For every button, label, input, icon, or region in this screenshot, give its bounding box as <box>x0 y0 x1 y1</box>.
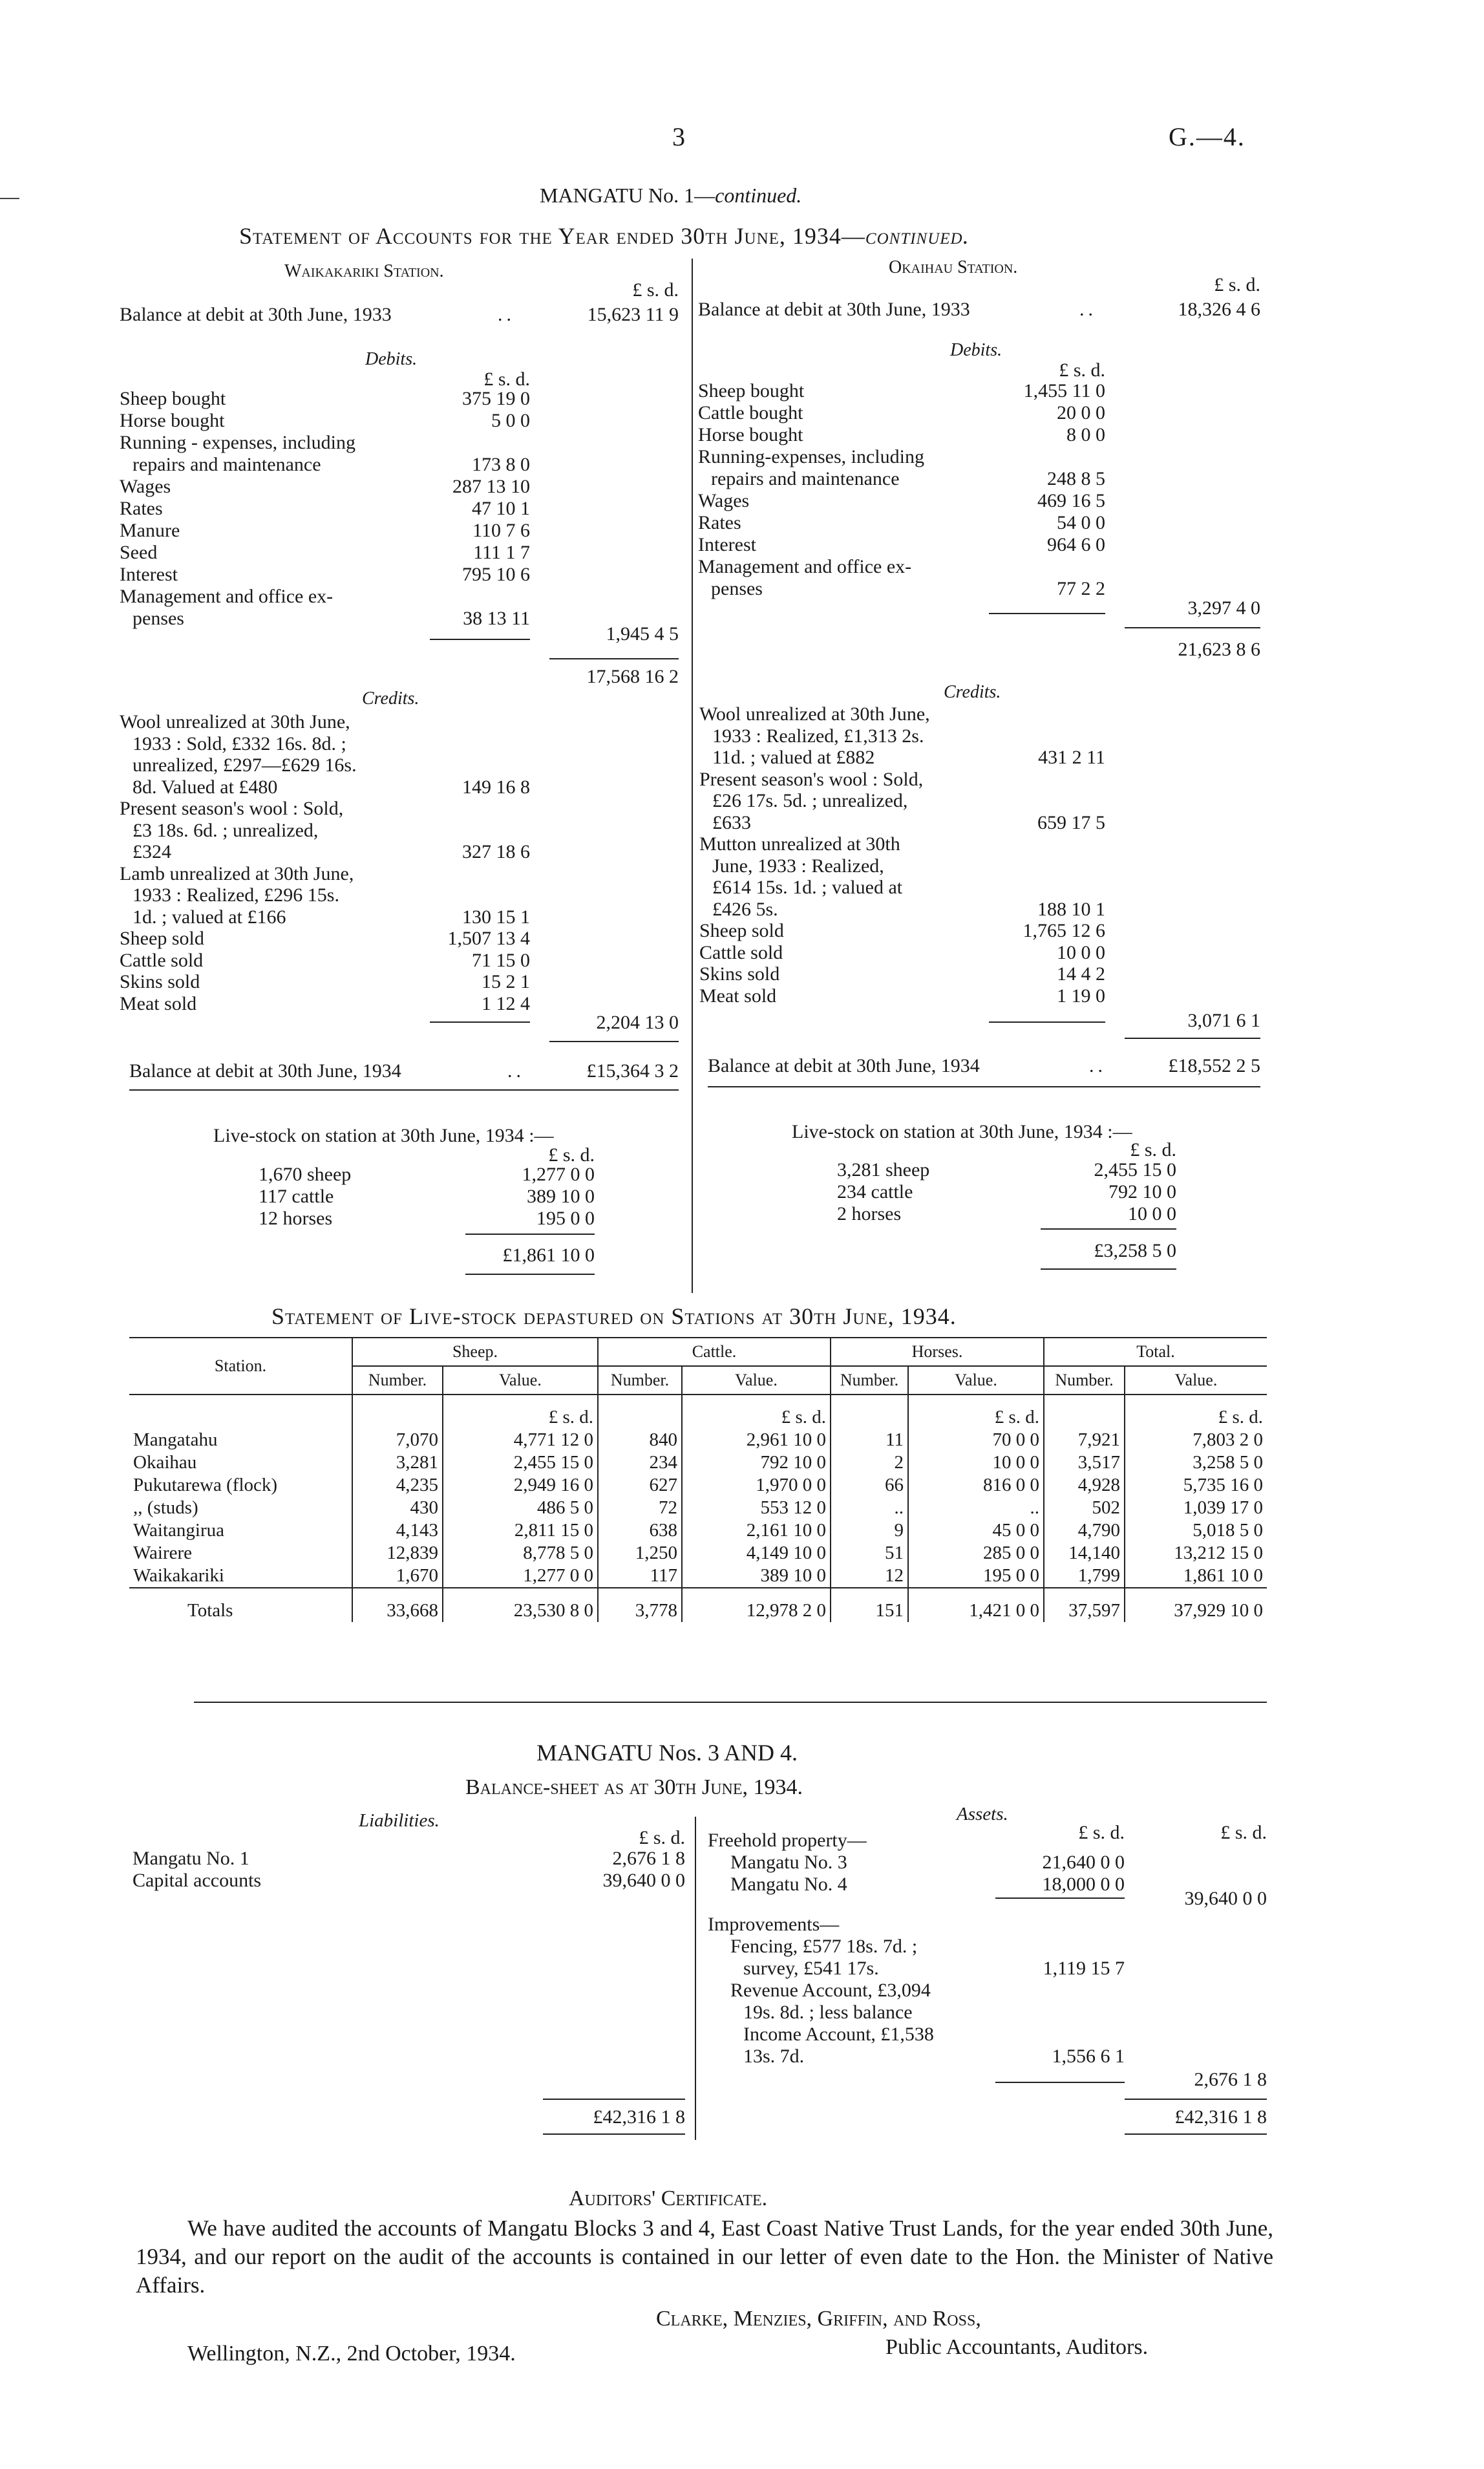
cell-cv: 4,149 10 0 <box>682 1542 831 1565</box>
waikakariki-debit-label: Running - expenses, including <box>120 432 355 453</box>
asset-label: Mangatu No. 4 <box>730 1874 847 1895</box>
okaihau-debit-label: Interest <box>698 534 756 555</box>
place-date: Wellington, N.Z., 2nd October, 1934. <box>187 2342 516 2366</box>
okaihau-credit-value: 10 0 0 <box>1057 941 1105 963</box>
rule <box>129 1089 679 1091</box>
auditors-body: We have audited the accounts of Mangatu Blocks 3 and 4, East Coast Native Trust Lands, for the year ended 30th June, 1934, and our report on the audit of the accounts is contained in our letter of even date to the Hon. the Minister of Native Affairs. <box>136 2216 1273 2298</box>
okaihau-debit-label: Wages <box>698 490 750 511</box>
waikakariki-livestock-label: 1,670 sheep <box>259 1164 352 1185</box>
okaihau-credits-title: Credits. <box>944 682 1001 702</box>
liability-value: 2,676 1 8 <box>612 1848 685 1869</box>
waikakariki-opening-label: Balance at debit at 30th June, 1933 <box>120 304 392 325</box>
cell-cn: 234 <box>598 1451 682 1474</box>
cell-sv: 4,771 12 0 <box>443 1429 598 1451</box>
rule <box>1041 1228 1176 1230</box>
waikakariki-debit-label: Sheep bought <box>120 388 226 409</box>
waikakariki-livestock-total: £1,861 10 0 <box>502 1245 595 1266</box>
cell-hv: 10 0 0 <box>908 1451 1044 1474</box>
okaihau-credit-value: 1 19 0 <box>1057 985 1105 1007</box>
waikakariki-debit-value: 47 10 1 <box>472 498 530 519</box>
cell-hv: 816 0 0 <box>908 1474 1044 1497</box>
totals-row <box>129 1588 1267 1622</box>
cell-station: Wairere <box>133 1543 193 1563</box>
cell-tn: 502 <box>1044 1497 1125 1519</box>
waikakariki-debit-value: 5 0 0 <box>491 410 530 431</box>
cell-hv: .. <box>908 1497 1044 1519</box>
okaihau-livestock-title: Live-stock on station at 30th June, 1934 :— <box>792 1121 1132 1142</box>
cell-station: Pukutarewa (flock) <box>133 1475 278 1495</box>
cell-hn: 12 <box>831 1565 908 1588</box>
waikakariki-credit-value: 1 12 4 <box>482 992 530 1014</box>
cell-hn: .. <box>831 1497 908 1519</box>
cell-hn: 151 <box>831 1588 908 1622</box>
improvement-value: 1,119 15 7 <box>1043 1958 1125 1979</box>
okaihau-debit-label: Horse bought <box>698 424 803 445</box>
cell-station: Waikakariki <box>133 1565 224 1586</box>
col-cattle-number: Number. <box>598 1366 682 1395</box>
table-row <box>129 1451 1267 1474</box>
waikakariki-credit-value: 15 2 1 <box>482 971 530 992</box>
cell-tn: 37,597 <box>1044 1588 1125 1622</box>
cell-cv: 12,978 2 0 <box>682 1588 831 1622</box>
waikakariki-debit-value: 38 13 11 <box>463 608 530 629</box>
col-cattle: Cattle. <box>598 1338 831 1366</box>
okaihau-debit-value: 54 0 0 <box>1057 512 1105 533</box>
waikakariki-debits-title: Debits. <box>365 349 418 369</box>
cell-tv: 1,039 17 0 <box>1125 1497 1267 1519</box>
asset-label: Mangatu No. 3 <box>730 1852 847 1873</box>
okaihau-credit-label: Sheep sold <box>699 920 784 941</box>
statement-title-main: Statement of Accounts for the Year ended 30th June, 1934— <box>239 223 865 249</box>
rule <box>549 658 679 659</box>
okaihau-opening-value: 18,326 4 6 <box>1178 299 1260 320</box>
mangatu34-subtitle: Balance-sheet as at 30th June, 1934. <box>465 1775 803 1799</box>
okaihau-livestock-total: £3,258 5 0 <box>1094 1240 1176 1261</box>
waikakariki-opening-value: 15,623 11 9 <box>587 304 679 325</box>
table-row <box>129 1542 1267 1565</box>
okaihau-credit-label: Skins sold <box>699 963 780 985</box>
livestock-table <box>129 1338 1267 1622</box>
waikakariki-debit-label: Management and office ex- <box>120 586 334 607</box>
waikakariki-debit-value: 173 8 0 <box>472 454 530 475</box>
cell-cv: 2,961 10 0 <box>682 1429 831 1451</box>
okaihau-livestock-value: 10 0 0 <box>1128 1203 1176 1224</box>
rule <box>1125 1038 1260 1039</box>
livestock-statement-title: Statement of Live-stock depastured on Stations at 30th June, 1934. <box>271 1303 957 1329</box>
waikakariki-credit-label: 1d. ; valued at £166 <box>132 906 286 928</box>
waikakariki-debit-label: Manure <box>120 520 180 541</box>
waikakariki-credit-value: 71 15 0 <box>472 949 530 971</box>
okaihau-credits-total: 3,071 6 1 <box>1187 1010 1260 1031</box>
cell-cn: 627 <box>598 1474 682 1497</box>
cell-station: Waitangirua <box>133 1520 224 1541</box>
okaihau-debits-total: 3,297 4 0 <box>1187 597 1260 619</box>
okaihau-debit-label: penses <box>711 578 763 599</box>
lsd-label: £ s. d. <box>682 1395 831 1429</box>
waikakariki-credits-total: 2,204 13 0 <box>596 1012 679 1033</box>
improvement-label: Revenue Account, £3,094 <box>730 1980 931 2001</box>
cell-tv: 13,212 15 0 <box>1125 1542 1267 1565</box>
col-sheep-number: Number. <box>352 1366 443 1395</box>
table-row <box>129 1497 1267 1519</box>
cell-tv: 5,018 5 0 <box>1125 1519 1267 1542</box>
waikakariki-credit-label: Lamb unrealized at 30th June, <box>120 862 354 884</box>
rule <box>543 2133 685 2135</box>
cell-cv: 553 12 0 <box>682 1497 831 1519</box>
cell-hn: 9 <box>831 1519 908 1542</box>
col-total-value: Value. <box>1125 1366 1267 1395</box>
cell-tv: 5,735 16 0 <box>1125 1474 1267 1497</box>
waikakariki-credit-label: 8d. Valued at £480 <box>132 776 278 798</box>
okaihau-credit-value: 14 4 2 <box>1057 963 1105 985</box>
cell-tn: 4,790 <box>1044 1519 1125 1542</box>
rule <box>995 1897 1125 1899</box>
assets-title: Assets. <box>957 1804 1008 1824</box>
cell-sv: 2,949 16 0 <box>443 1474 598 1497</box>
waikakariki-credit-label: Present season's wool : Sold, <box>120 798 344 819</box>
liabilities-total: £42,316 1 8 <box>593 2106 685 2128</box>
table-row <box>129 1519 1267 1542</box>
okaihau-closing-label: Balance at debit at 30th June, 1934 <box>708 1055 980 1076</box>
cell-sv: 2,455 15 0 <box>443 1451 598 1474</box>
okaihau-debit-label: Running-expenses, including <box>698 446 924 467</box>
cell-tv: 37,929 10 0 <box>1125 1588 1267 1622</box>
cell-hv: 1,421 0 0 <box>908 1588 1044 1622</box>
rule <box>995 2082 1125 2083</box>
rule <box>989 613 1105 614</box>
okaihau-livestock-label: 2 horses <box>837 1203 902 1224</box>
leader-dots: .. <box>1089 1055 1107 1076</box>
waikakariki-credit-label: 1933 : Sold, £332 16s. 8d. ; <box>132 732 346 754</box>
cell-cv: 1,970 0 0 <box>682 1474 831 1497</box>
waikakariki-credit-label: 1933 : Realized, £296 15s. <box>132 884 339 906</box>
balance-sheet-divider <box>695 1817 696 2140</box>
waikakariki-credit-label: £3 18s. 6d. ; unrealized, <box>132 819 319 841</box>
cell-cv: 2,161 10 0 <box>682 1519 831 1542</box>
waikakariki-title: Waikakariki Station. <box>284 261 444 281</box>
cell-station: Mangatahu <box>133 1429 218 1450</box>
asset-value: 21,640 0 0 <box>1042 1852 1125 1873</box>
waikakariki-debit-label: repairs and maintenance <box>132 454 321 475</box>
col-sheep-value: Value. <box>443 1366 598 1395</box>
waikakariki-debit-label: Rates <box>120 498 163 519</box>
table-row <box>129 1565 1267 1588</box>
waikakariki-livestock-label: 12 horses <box>259 1208 333 1229</box>
col-horses-number: Number. <box>831 1366 908 1395</box>
auditors-firm: Clarke, Menzies, Griffin, and Ross, <box>656 2307 981 2331</box>
cell-cv: 792 10 0 <box>682 1451 831 1474</box>
cell-tv: 3,258 5 0 <box>1125 1451 1267 1474</box>
cell-sn: 33,668 <box>352 1588 443 1622</box>
cell-station: ,, (studs) <box>133 1497 198 1518</box>
okaihau-title: Okaihau Station. <box>889 257 1018 277</box>
table-bottom-rule <box>194 1702 1267 1703</box>
margin-mark <box>0 198 19 199</box>
okaihau-debit-label: Rates <box>698 512 741 533</box>
rule <box>465 1234 595 1235</box>
okaihau-debit-label: Management and office ex- <box>698 556 912 577</box>
okaihau-lsd-header: £ s. d. <box>1214 274 1260 295</box>
page-number: 3 <box>672 122 685 151</box>
waikakariki-credit-label: Sheep sold <box>120 928 204 949</box>
waikakariki-credit-label: unrealized, £297—£629 16s. <box>132 754 357 776</box>
improvement-label: Improvements— <box>708 1914 840 1935</box>
cell-sv: 23,530 8 0 <box>443 1588 598 1622</box>
cell-sn: 430 <box>352 1497 443 1519</box>
okaihau-credit-label: June, 1933 : Realized, <box>712 855 884 877</box>
waikakariki-debits-total: 1,945 4 5 <box>606 623 679 645</box>
rule <box>708 1086 1260 1087</box>
cell-station: Okaihau <box>133 1452 197 1473</box>
improvements-total: 2,676 1 8 <box>1194 2069 1267 2090</box>
col-total: Total. <box>1044 1338 1267 1366</box>
okaihau-debits-lsd: £ s. d. <box>1059 359 1105 381</box>
okaihau-credit-label: Cattle sold <box>699 941 783 963</box>
waikakariki-closing-value: £15,364 3 2 <box>586 1060 679 1082</box>
waikakariki-debit-label: penses <box>132 608 184 629</box>
okaihau-credit-label: £614 15s. 1d. ; valued at <box>712 877 903 898</box>
okaihau-credit-value: 1,765 12 6 <box>1023 920 1105 941</box>
assets-total: £42,316 1 8 <box>1174 2106 1267 2128</box>
okaihau-livestock-label: 234 cattle <box>837 1181 913 1202</box>
liability-value: 39,640 0 0 <box>602 1870 685 1891</box>
liabilities-title: Liabilities. <box>359 1810 440 1831</box>
waikakariki-livestock-value: 389 10 0 <box>527 1186 595 1207</box>
waikakariki-debit-label: Interest <box>120 564 178 585</box>
col-horses-value: Value. <box>908 1366 1044 1395</box>
waikakariki-debit-value: 111 1 7 <box>473 542 530 563</box>
cell-tn: 14,140 <box>1044 1542 1125 1565</box>
cell-cn: 1,250 <box>598 1542 682 1565</box>
assets-lsd-inner: £ s. d. <box>1078 1822 1125 1843</box>
improvement-label: 13s. 7d. <box>743 2046 805 2067</box>
mangatu34-title: MANGATU Nos. 3 AND 4. <box>536 1740 798 1766</box>
waikakariki-debit-value: 110 7 6 <box>472 520 530 541</box>
cell-cv: 389 10 0 <box>682 1565 831 1588</box>
section-title-continued: continued. <box>715 184 802 207</box>
cell-tn: 3,517 <box>1044 1451 1125 1474</box>
cell-hn: 11 <box>831 1429 908 1451</box>
okaihau-livestock-label: 3,281 sheep <box>837 1159 930 1181</box>
leader-dots: .. <box>507 1060 525 1082</box>
cell-tv: 1,861 10 0 <box>1125 1565 1267 1588</box>
rule <box>543 2099 685 2100</box>
rule <box>430 1021 530 1023</box>
okaihau-debit-value: 469 16 5 <box>1037 490 1105 511</box>
waikakariki-livestock-value: 195 0 0 <box>536 1208 595 1229</box>
okaihau-livestock-value: 792 10 0 <box>1108 1181 1176 1202</box>
rule <box>465 1274 595 1275</box>
cell-sn: 3,281 <box>352 1451 443 1474</box>
cell-sn: 1,670 <box>352 1565 443 1588</box>
waikakariki-credit-label: Cattle sold <box>120 949 204 971</box>
waikakariki-credit-label: Skins sold <box>120 971 200 992</box>
okaihau-debit-label: repairs and maintenance <box>711 468 900 489</box>
okaihau-debit-label: Sheep bought <box>698 380 805 401</box>
okaihau-livestock-lsd: £ s. d. <box>1130 1139 1176 1160</box>
improvement-label: 19s. 8d. ; less balance <box>743 2002 913 2023</box>
okaihau-credit-label: Mutton unrealized at 30th <box>699 833 900 855</box>
cell-hv: 70 0 0 <box>908 1429 1044 1451</box>
col-station: Station. <box>129 1338 352 1395</box>
okaihau-debits-title: Debits. <box>950 340 1002 360</box>
okaihau-debit-value: 20 0 0 <box>1057 402 1105 423</box>
okaihau-subtotal: 21,623 8 6 <box>1178 639 1260 660</box>
okaihau-livestock-value: 2,455 15 0 <box>1094 1159 1176 1181</box>
rule <box>430 639 530 640</box>
waikakariki-credit-value: 1,507 13 4 <box>447 928 530 949</box>
leader-dots: .. <box>1079 299 1097 320</box>
okaihau-credit-label: 11d. ; valued at £882 <box>712 747 875 768</box>
waikakariki-livestock-label: 117 cattle <box>259 1186 334 1207</box>
cell-sn: 12,839 <box>352 1542 443 1565</box>
okaihau-debit-value: 8 0 0 <box>1066 424 1105 445</box>
rule <box>1125 627 1260 628</box>
col-cattle-value: Value. <box>682 1366 831 1395</box>
waikakariki-credit-label: Wool unrealized at 30th June, <box>120 711 350 732</box>
okaihau-debit-value: 248 8 5 <box>1047 468 1105 489</box>
waikakariki-credit-label: £324 <box>132 841 171 862</box>
liability-label: Capital accounts <box>132 1870 262 1891</box>
col-sheep: Sheep. <box>352 1338 598 1366</box>
section-title-main: MANGATU No. 1— <box>540 184 716 207</box>
assets-lsd-outer: £ s. d. <box>1220 1822 1267 1843</box>
waikakariki-debit-label: Wages <box>120 476 171 497</box>
cell-station: Totals <box>129 1588 352 1622</box>
okaihau-credit-label: £633 <box>712 811 751 833</box>
waikakariki-livestock-value: 1,277 0 0 <box>522 1164 595 1185</box>
okaihau-debit-value: 77 2 2 <box>1057 578 1105 599</box>
okaihau-debit-value: 1,455 11 0 <box>1023 380 1105 401</box>
cell-sv: 486 5 0 <box>443 1497 598 1519</box>
col-horses: Horses. <box>831 1338 1044 1366</box>
cell-cn: 72 <box>598 1497 682 1519</box>
auditors-role: Public Accountants, Auditors. <box>885 2335 1149 2359</box>
waikakariki-debit-value: 287 13 10 <box>452 476 530 497</box>
okaihau-debit-value: 964 6 0 <box>1047 534 1105 555</box>
waikakariki-livestock-lsd: £ s. d. <box>548 1144 595 1166</box>
waikakariki-debit-label: Horse bought <box>120 410 225 431</box>
improvement-label: Income Account, £1,538 <box>743 2024 934 2045</box>
okaihau-credit-label: Meat sold <box>699 985 777 1007</box>
leader-dots: .. <box>498 304 515 325</box>
okaihau-credit-label: £26 17s. 5d. ; unrealized, <box>712 790 908 811</box>
cell-hn: 66 <box>831 1474 908 1497</box>
cell-cn: 638 <box>598 1519 682 1542</box>
okaihau-closing-value: £18,552 2 5 <box>1168 1055 1260 1076</box>
cell-sv: 8,778 5 0 <box>443 1542 598 1565</box>
rule <box>1041 1268 1176 1270</box>
okaihau-credit-value: 659 17 5 <box>1037 811 1105 833</box>
cell-hn: 51 <box>831 1542 908 1565</box>
cell-cn: 117 <box>598 1565 682 1588</box>
liabilities-lsd: £ s. d. <box>639 1827 685 1848</box>
col-total-number: Number. <box>1044 1366 1125 1395</box>
freehold-total: 39,640 0 0 <box>1184 1888 1267 1909</box>
waikakariki-lsd-header: £ s. d. <box>632 279 679 301</box>
lsd-label: £ s. d. <box>1125 1395 1267 1429</box>
cell-tn: 1,799 <box>1044 1565 1125 1588</box>
okaihau-debit-label: Cattle bought <box>698 402 803 423</box>
cell-hv: 45 0 0 <box>908 1519 1044 1542</box>
okaihau-credit-label: 1933 : Realized, £1,313 2s. <box>712 725 924 747</box>
okaihau-credit-value: 431 2 11 <box>1038 747 1105 768</box>
table-row <box>129 1429 1267 1451</box>
cell-sv: 1,277 0 0 <box>443 1565 598 1588</box>
auditors-title: Auditors' Certificate. <box>569 2186 768 2210</box>
cell-tn: 4,928 <box>1044 1474 1125 1497</box>
cell-hv: 285 0 0 <box>908 1542 1044 1565</box>
waikakariki-credit-value: 327 18 6 <box>462 841 530 862</box>
statement-title-continued: continued. <box>865 223 970 249</box>
rule <box>989 1021 1105 1023</box>
waikakariki-credits-title: Credits. <box>362 689 419 709</box>
cell-sn: 4,143 <box>352 1519 443 1542</box>
document-reference: G.—4. <box>1169 122 1246 151</box>
rule <box>1125 2133 1267 2135</box>
waikakariki-credit-value: 130 15 1 <box>462 906 530 928</box>
waikakariki-credit-value: 149 16 8 <box>462 776 530 798</box>
waikakariki-debit-label: Seed <box>120 542 158 563</box>
waikakariki-livestock-title: Live-stock on station at 30th June, 1934 :— <box>213 1125 554 1146</box>
cell-hv: 195 0 0 <box>908 1565 1044 1588</box>
cell-hn: 2 <box>831 1451 908 1474</box>
waikakariki-credit-label: Meat sold <box>120 992 197 1014</box>
cell-cn: 840 <box>598 1429 682 1451</box>
okaihau-credit-label: Present season's wool : Sold, <box>699 768 924 790</box>
cell-tv: 7,803 2 0 <box>1125 1429 1267 1451</box>
cell-tn: 7,921 <box>1044 1429 1125 1451</box>
waikakariki-subtotal: 17,568 16 2 <box>586 666 679 687</box>
waikakariki-debits-lsd: £ s. d. <box>483 369 530 390</box>
lsd-label: £ s. d. <box>908 1395 1044 1429</box>
cell-sn: 4,235 <box>352 1474 443 1497</box>
asset-value: 18,000 0 0 <box>1042 1874 1125 1895</box>
cell-sn: 7,070 <box>352 1429 443 1451</box>
section-title <box>540 184 801 208</box>
table-row <box>129 1474 1267 1497</box>
improvement-label: survey, £541 17s. <box>743 1958 879 1979</box>
waikakariki-debit-value: 375 19 0 <box>462 388 530 409</box>
okaihau-credit-label: £426 5s. <box>712 898 778 920</box>
okaihau-opening-label: Balance at debit at 30th June, 1933 <box>698 299 970 320</box>
okaihau-credit-value: 188 10 1 <box>1037 898 1105 920</box>
statement-title <box>239 222 970 250</box>
waikakariki-closing-label: Balance at debit at 30th June, 1934 <box>129 1060 401 1082</box>
lsd-row <box>129 1395 1267 1429</box>
asset-label: Freehold property— <box>708 1830 867 1851</box>
cell-sv: 2,811 15 0 <box>443 1519 598 1542</box>
cell-cn: 3,778 <box>598 1588 682 1622</box>
improvement-label: Fencing, £577 18s. 7d. ; <box>730 1936 918 1957</box>
rule <box>1125 2099 1267 2100</box>
okaihau-credit-label: Wool unrealized at 30th June, <box>699 703 930 725</box>
liability-label: Mangatu No. 1 <box>132 1848 249 1869</box>
column-divider <box>692 259 693 1293</box>
lsd-label: £ s. d. <box>443 1395 598 1429</box>
improvement-value: 1,556 6 1 <box>1052 2046 1125 2067</box>
waikakariki-debit-value: 795 10 6 <box>462 564 530 585</box>
rule <box>549 1041 679 1042</box>
